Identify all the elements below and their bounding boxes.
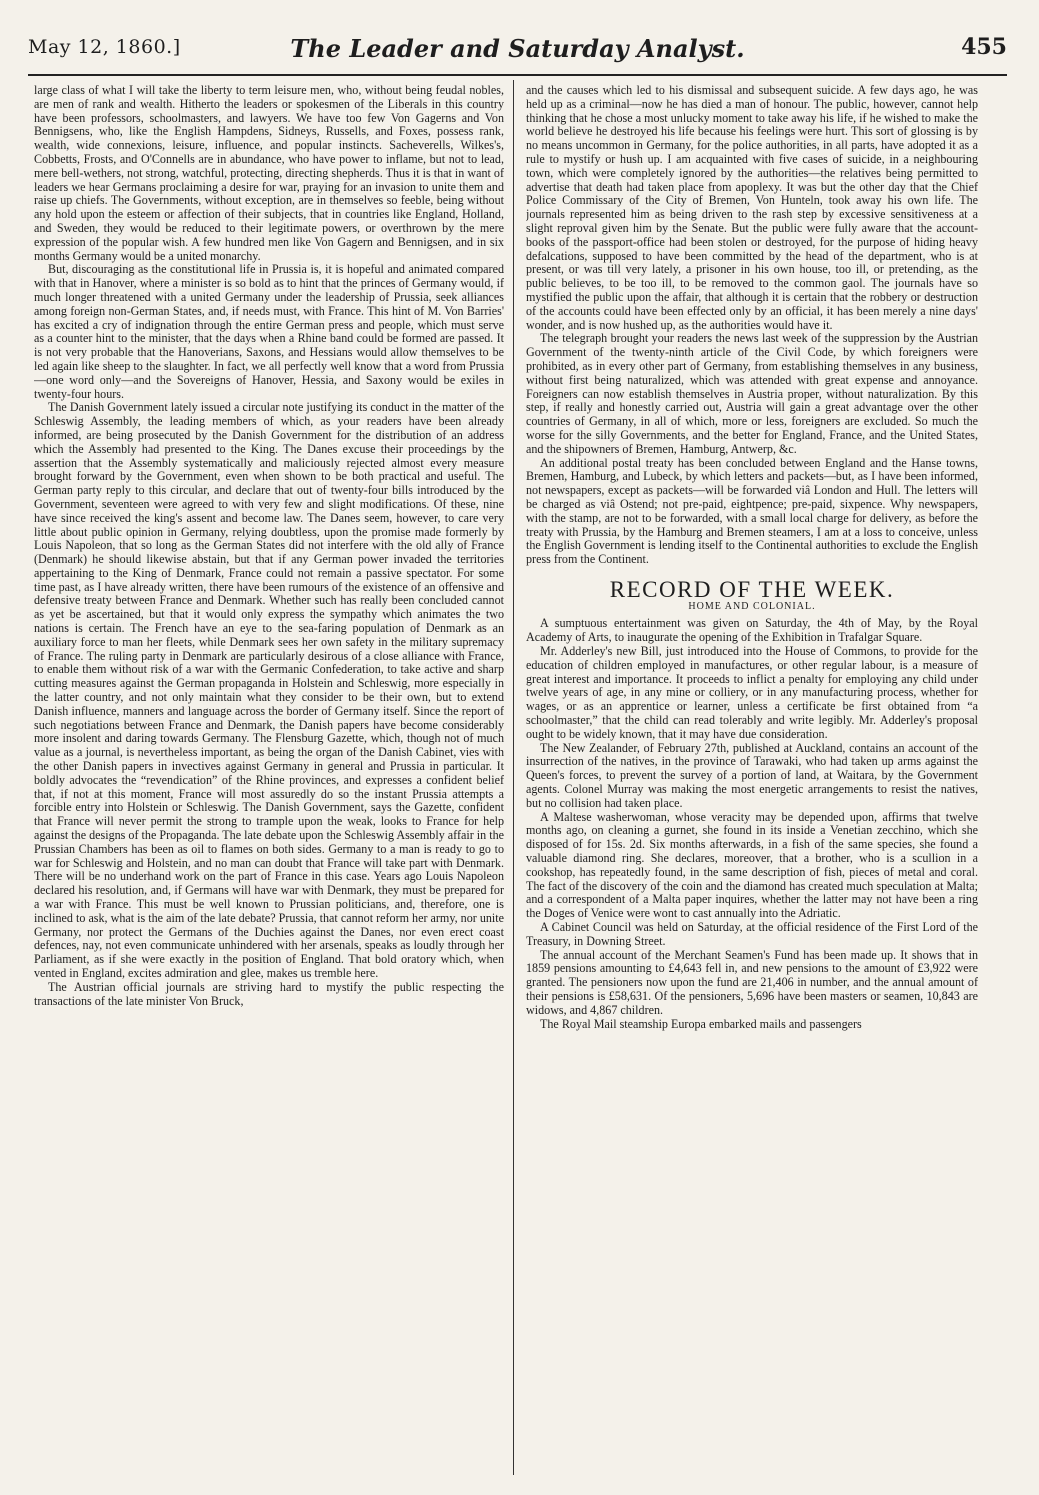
article-paragraph: But, discouraging as the constitutional life in Prussia is, it is hopeful and animated compared with that in Hanover, where a minister is so bold as to hint that the princes of Germany would, if much longer threatened with a united Germany under the leadership of Prussia, seek alliances among foreign non-German States, and, if needs must, with France. This hint of M. Von Barries' has excited a cry of indignation through the entire German press and people, which must serve as a counter hint to the minister, that the days when a Rhine band could be formed are passed. It is not very probable that the Hanoverians, Saxons, and Hessians would allow themselves to be led again like sheep to the slaughter. In fact, we all perfectly well know that a word from Prussia—one word only—and the Sovereigns of Hanover, Hessia, and Saxony would be exiles in twenty-four hours. (34, 262, 504, 401)
column-divider (513, 80, 514, 1475)
article-paragraph: The Austrian official journals are striving hard to mystify the public respecting the transactions of the late minister Von Bruck, (34, 979, 504, 1008)
article-paragraph: An additional postal treaty has been concluded between England and the Hanse towns, Bremen, Hamburg, and Lubeck, by which letters and packets—but, as I have been informed, not newspapers, except as packets—will be forwarded viâ London and Hull. The letters will be charged as viâ Ostend; not pre-paid, eightpence; pre-paid, sixpence. Why newspapers, with the stamp, are not to be forwarded, with a small local charge for delivery, as before the treaty with Prussia, by the Hamburg and Bremen steamers, I am at a loss to conceive, unless the English Government is lending itself to the Continental authorities to exclude the English press from the Continent. (526, 455, 978, 567)
news-item: The Royal Mail steamship Europa embarked mails and passengers (540, 1016, 862, 1031)
section-title: RECORD OF THE WEEK. (609, 576, 895, 602)
news-item: The New Zealander, of February 27th, published at Auckland, contains an account of the insurrection of the natives, in the province of Tarawaki, who had taken up arms against the Queen's forces, to prevent the survey of a portion of land, at Waitara, by the Government agents. Colonel Murray was making the most energetic arrangements to resist the natives, but no collision had taken place. (526, 740, 978, 810)
issue-date: May 12, 1860.] (28, 36, 181, 58)
news-item: The annual account of the Merchant Seamen's Fund has been made up. It shows that in 1859 pensions amounting to £4,643 fell in, and new pensions to the amount of £3,922 were granted. The pensioners now upon the fund are 21,406 in number, and the annual amount of their pensions is £58,631. Of the pensioners, 5,696 have been masters or seamen, 10,843 are widows, and 4,867 children. (526, 947, 978, 1017)
left-column (34, 84, 504, 1484)
page-number: 455 (961, 34, 1007, 60)
news-item: Mr. Adderley's new Bill, just introduced into the House of Commons, to provide for the education of children employed in manufactures, or other regular labour, is a measure of great interest and importance. It proceeds to inflict a penalty for employing any child under twelve years of age, in any mine or colliery, or in any manufacturing process, whether for wages, or as an apprentice or learner, unless a certificate be first obtained from “a schoolmaster,” that the child can read tolerably and write legibly. Mr. Adderley's proposal ought to be widely known, that it may have due consideration. (526, 644, 978, 741)
publication-title: The Leader and Saturday Analyst. (290, 34, 745, 63)
article-paragraph: and the causes which led to his dismissal and subsequent suicide. A few days ago, he was held up as a criminal—now he has died a man of honour. The public, however, cannot help thinking that he chose a most unlucky moment to take away his life, if he wished to make the world believe he destroyed his life because his feelings were hurt. This sort of glossing is by no means uncommon in Germany, for the police authorities, in all parts, have adopted it as a rule to mystify or hush up. I am acquainted with five cases of suicide, in a neighbouring town, which were completely ignored by the authorities—the relatives being permitted to advertise that death had taken place from apoplexy. It was but the other day that the Chief Police Commissary of the City of Bremen, Von Hunteln, took away his own life. The journals represented him as being driven to the rash step by excessive sensitiveness at a slight reproval given him by the Senate. But the public were fully aware that the account-books of the passport-office had been stolen or destroyed, for the purpose of hiding heavy defalcations, supposed to have been committed by the head of the department, who is at present, or was till very lately, a prisoner in his own house, too ill, or pretending, as the public believes, to be too ill, to be removed to the common gaol. The journals have so mystified the public upon the affair, that although it is certain that the robbery or destruction of the accounts could have been effected only by an official, it has been merely a nine days' wonder, and is now hushed up, as the authorities would have it. (526, 84, 978, 332)
right-column (526, 84, 978, 1484)
news-item: A sumptuous entertainment was given on Saturday, the 4th of May, by the Royal Academy of Arts, to inaugurate the opening of the Exhibition in Trafalgar Square. (526, 616, 978, 645)
header-rule (28, 74, 1007, 76)
article-paragraph: The Danish Government lately issued a circular note justifying its conduct in the matter of the Schleswig Assembly, the leading members of which, as your readers have been already informed, are being prosecuted by the Danish Government for the distribution of an address which the Assembly had presented to the King. The Danes excuse their proceedings by the assertion that the Assembly systematically and maliciously rejected almost every measure brought forward by the Government, even when shown to be both practical and useful. The German party reply to this circular, and declare that out of twenty-four bills introduced by the Government, seventeen were agreed to with very few and slight modifications. Of these, nine have since received the king's assent and become law. The Danes seem, however, to care very little about public opinion in Germany, relying doubtless, upon the promise made formerly by Louis Napoleon, that so long as the German States did not interfere with the old ally of France (Denmark) he should likewise abstain, but that if any German power invaded the territories appertaining to the King of Denmark, France could not remain a passive spectator. For some time past, as I have already written, there have been rumours of the existence of an offensive and defensive treaty between France and Denmark. Whether such has really been concluded cannot as yet be ascertained, but that it would only express the sympathy which animates the two nations is certain. The French have an eye to the sea-faring population of Denmark as an auxiliary force to man her fleets, while Denmark sees her own safety in the military supremacy of France. The ruling party in Denmark are particularly desirous of a close alliance with France, to enable them without risk of a war with the Germanic Confederation, to take active and sharp cutting measures against the German propaganda in Holstein and Schleswig, more especially in the latter country, and not only maintain what they consider to be their own, but to extend Danish influence, manners and language across the border of Germany itself. Since the report of such negotiations between France and Denmark, the Danish papers have become considerably more insolent and daring towards Germany. The Flensburg Gazette, which, though not of much value as a journal, is nevertheless important, as being the organ of the Danish Cabinet, vies with the other Danish papers in invectives against Germany in general and Prussia in particular. It boldly advocates the “revendication” of the Rhine provinces, and expresses a confident belief that, if not at this moment, France will most assuredly do so the instant Prussia attempts a forcible entry into Holstein or Schleswig. The Danish Government, says the Gazette, confident that France will never permit the strong to trample upon the weak, looks to France for help against the designs of the Propaganda. The late debate upon the Schleswig Assembly affair in the Prussian Chambers has been as oil to flames on both sides. Germany to a man is ready to go to war for Schleswig and Holstein, and no man can doubt that France will take part with Denmark. There will be no underhand work on the part of France in this case. Years ago Louis Napoleon declared his resolution, and, if Germans will have war with Denmark, they must be prepared for a war with France. This must be well known to Prussian politicians, and, therefore, one is inclined to ask, what is the aim of the late debate? Prussia, that cannot reform her army, nor unite Germany, nor protect the Germans of the Duchies against the Danes, nor even erect coast defences, nay, not even communicate unhindered with her arsenals, speaks as loudly through her Parliament, as if she were exactly in the position of England. That bold oratory which, when vented in England, excites admiration and glee, makes us tremble here. (34, 400, 504, 980)
masthead (28, 30, 1007, 70)
article-paragraph: large class of what I will take the liberty to term leisure men, who, without being feudal nobles, are men of rank and wealth. Hitherto the leaders or spokesmen of the Liberals in this country have been professors, schoolmasters, and lawyers. We have too few Von Gagerns and Von Bennigsens, who, like the English Hampdens, Sidneys, Russells, and Foxes, possess rank, wealth, wide connexions, leisure, influence, and popular instincts. Sacheverells, Wilkes's, Cobbetts, Frosts, and O'Connells are in abundance, who have power to inflame, but not to lead, mere bell-wethers, not strong, watchful, protecting, directing shepherds. Thus it is that in want of leaders we hear Germans proclaiming a desire for war, praying for an invasion to unite them and raise up chiefs. The Governments, without exception, are in themselves so feeble, being without any hold upon the esteem or affection of their subjects, that in countries like England, Holland, and Sweden, they would be reduced to their legitimate powers, or overthrown by the mere expression of the popular wish. A few hundred men like Von Gagern and Bennigsen, and in six months Germany would be a united monarchy. (34, 84, 504, 263)
news-item: A Cabinet Council was held on Saturday, at the official residence of the First Lord of the Treasury, in Downing Street. (526, 920, 978, 948)
news-item: A Maltese washerwoman, whose veracity may be depended upon, affirms that twelve months ago, on cleaning a gurnet, she found in its inside a Venetian zecchino, which she disposed of for 15s. 2d. Six months afterwards, in a fish of the same species, she found a valuable diamond ring. She declares, moreover, that a brother, who is a scullion in a cookshop, has repeatedly found, in the same description of fish, pieces of metal and coral. The fact of the discovery of the coin and the diamond has created much speculation at Malta; and a correspondent of a Malta paper inquires, whether the latter may not have been a ring the Doges of Venice were wont to cast annually into the Adriatic. (526, 809, 978, 921)
section-subtitle: HOME AND COLONIAL. (688, 600, 816, 612)
article-paragraph: The telegraph brought your readers the news last week of the suppression by the Austrian Government of the twenty-ninth article of the Civil Code, by which foreigners were prohibited, as in every other part of Germany, from establishing themselves in any business, without first being naturalized, which was attended with great expense and annoyance. Foreigners can now establish themselves in Austria proper, without naturalization. By this step, if really and honestly carried out, Austria will gain a great advantage over the other countries of Germany, in all of which, more or less, foreigners are excluded. So much the worse for the silly Governments, and the better for England, France, and the United States, and the shipowners of Bremen, Hamburg, Antwerp, &c. (526, 331, 978, 456)
